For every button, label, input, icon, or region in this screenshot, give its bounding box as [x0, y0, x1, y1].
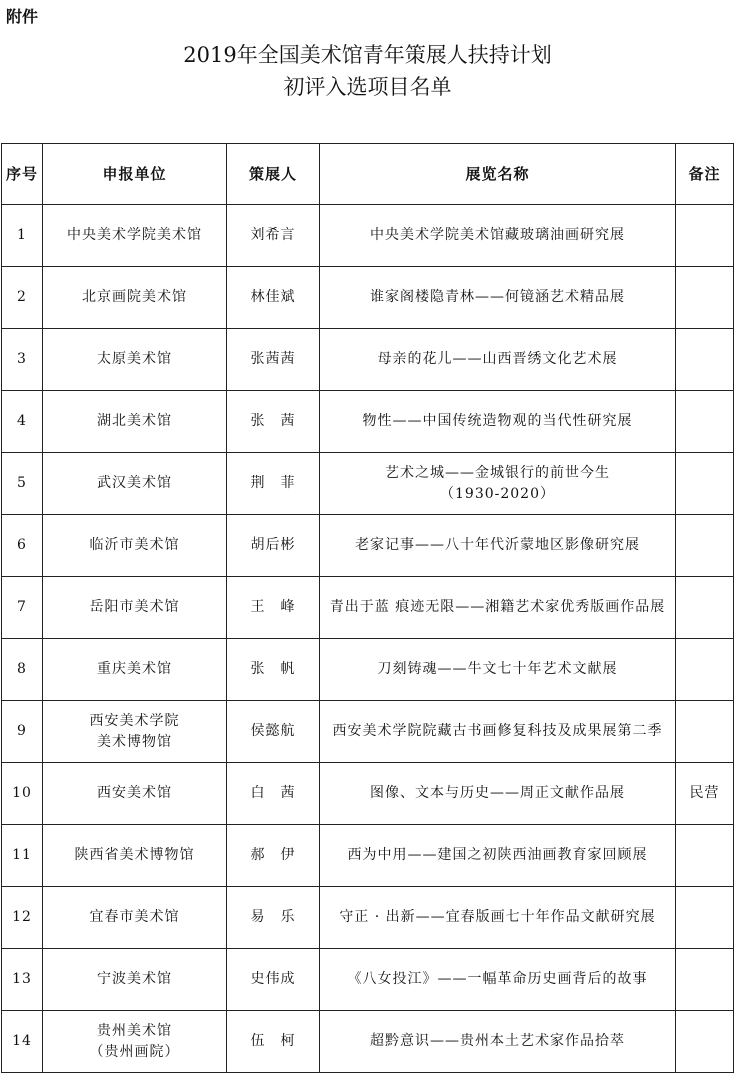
project-list-table	[1, 143, 734, 1073]
row-remarks	[676, 887, 734, 949]
row-organization: 岳阳市美术馆	[43, 577, 227, 639]
row-organization: 陕西省美术博物馆	[43, 825, 227, 887]
table-row	[2, 701, 734, 763]
row-exhibition-name: 《八女投江》——一幅革命历史画背后的故事	[320, 949, 676, 1011]
row-index: 13	[2, 949, 43, 1011]
row-remarks	[676, 1011, 734, 1073]
row-curator: 荆 菲	[227, 453, 320, 515]
row-curator: 林佳斌	[227, 267, 320, 329]
row-index: 5	[2, 453, 43, 515]
row-exhibition-name: 青出于蓝 痕迹无限——湘籍艺术家优秀版画作品展	[320, 577, 676, 639]
header-index: 序号	[2, 144, 43, 205]
document-title: 2019年全国美术馆青年策展人扶持计划	[183, 43, 552, 67]
row-organization: 贵州美术馆 （贵州画院）	[43, 1011, 227, 1073]
row-remarks	[676, 701, 734, 763]
row-organization: 湖北美术馆	[43, 391, 227, 453]
row-remarks: 民营	[676, 763, 734, 825]
table-row	[2, 267, 734, 329]
header-remarks: 备注	[676, 144, 734, 205]
row-remarks	[676, 825, 734, 887]
row-index: 10	[2, 763, 43, 825]
table-row	[2, 887, 734, 949]
row-curator: 张 茜	[227, 391, 320, 453]
row-organization: 重庆美术馆	[43, 639, 227, 701]
row-exhibition-name: 西为中用——建国之初陕西油画教育家回顾展	[320, 825, 676, 887]
row-curator: 白 茜	[227, 763, 320, 825]
row-remarks	[676, 329, 734, 391]
row-curator: 侯懿航	[227, 701, 320, 763]
row-organization: 临沂市美术馆	[43, 515, 227, 577]
row-index: 11	[2, 825, 43, 887]
row-exhibition-name: 物性——中国传统造物观的当代性研究展	[320, 391, 676, 453]
row-index: 12	[2, 887, 43, 949]
table-row	[2, 515, 734, 577]
row-organization: 中央美术学院美术馆	[43, 205, 227, 267]
table-row	[2, 453, 734, 515]
table-row	[2, 949, 734, 1011]
row-remarks	[676, 391, 734, 453]
row-remarks	[676, 949, 734, 1011]
row-remarks	[676, 453, 734, 515]
table-row	[2, 763, 734, 825]
row-exhibition-name: 谁家阁楼隐青林——何镜涵艺术精品展	[320, 267, 676, 329]
row-exhibition-name: 图像、文本与历史——周正文献作品展	[320, 763, 676, 825]
attachment-label: 附件	[6, 7, 39, 26]
row-curator: 刘希言	[227, 205, 320, 267]
header-exhibition-name: 展览名称	[320, 144, 676, 205]
row-curator: 伍 柯	[227, 1011, 320, 1073]
row-index: 7	[2, 577, 43, 639]
header-organization: 申报单位	[43, 144, 227, 205]
row-index: 3	[2, 329, 43, 391]
row-remarks	[676, 639, 734, 701]
table-row	[2, 1011, 734, 1073]
table-row	[2, 577, 734, 639]
row-remarks	[676, 267, 734, 329]
document-subtitle: 初评入选项目名单	[283, 75, 452, 99]
row-exhibition-name: 超黔意识——贵州本土艺术家作品拾萃	[320, 1011, 676, 1073]
row-remarks	[676, 205, 734, 267]
row-index: 14	[2, 1011, 43, 1073]
table-row	[2, 329, 734, 391]
row-exhibition-name: 艺术之城——金城银行的前世今生 （1930-2020）	[320, 453, 676, 515]
row-exhibition-name: 老家记事——八十年代沂蒙地区影像研究展	[320, 515, 676, 577]
row-exhibition-name: 中央美术学院美术馆藏玻璃油画研究展	[320, 205, 676, 267]
row-curator: 张 帆	[227, 639, 320, 701]
row-index: 6	[2, 515, 43, 577]
row-organization: 宜春市美术馆	[43, 887, 227, 949]
row-remarks	[676, 515, 734, 577]
row-organization: 西安美术学院 美术博物馆	[43, 701, 227, 763]
row-curator: 史伟成	[227, 949, 320, 1011]
row-organization: 太原美术馆	[43, 329, 227, 391]
row-exhibition-name: 西安美术学院院藏古书画修复科技及成果展第二季	[320, 701, 676, 763]
row-index: 8	[2, 639, 43, 701]
row-index: 2	[2, 267, 43, 329]
row-exhibition-name: 母亲的花儿——山西晋绣文化艺术展	[320, 329, 676, 391]
row-organization: 西安美术馆	[43, 763, 227, 825]
table-body	[2, 205, 734, 1073]
table-row	[2, 391, 734, 453]
row-exhibition-name: 守正 · 出新——宜春版画七十年作品文献研究展	[320, 887, 676, 949]
row-organization: 北京画院美术馆	[43, 267, 227, 329]
row-index: 1	[2, 205, 43, 267]
row-exhibition-name: 刀刻铸魂——牛文七十年艺术文献展	[320, 639, 676, 701]
row-curator: 王 峰	[227, 577, 320, 639]
table-header-row	[2, 144, 734, 205]
row-organization: 武汉美术馆	[43, 453, 227, 515]
row-organization: 宁波美术馆	[43, 949, 227, 1011]
row-curator: 易 乐	[227, 887, 320, 949]
table-row	[2, 639, 734, 701]
row-curator: 胡后彬	[227, 515, 320, 577]
row-index: 9	[2, 701, 43, 763]
row-remarks	[676, 577, 734, 639]
table-row	[2, 825, 734, 887]
header-curator: 策展人	[227, 144, 320, 205]
row-curator: 郝 伊	[227, 825, 320, 887]
row-index: 4	[2, 391, 43, 453]
table-row	[2, 205, 734, 267]
row-curator: 张茜茜	[227, 329, 320, 391]
